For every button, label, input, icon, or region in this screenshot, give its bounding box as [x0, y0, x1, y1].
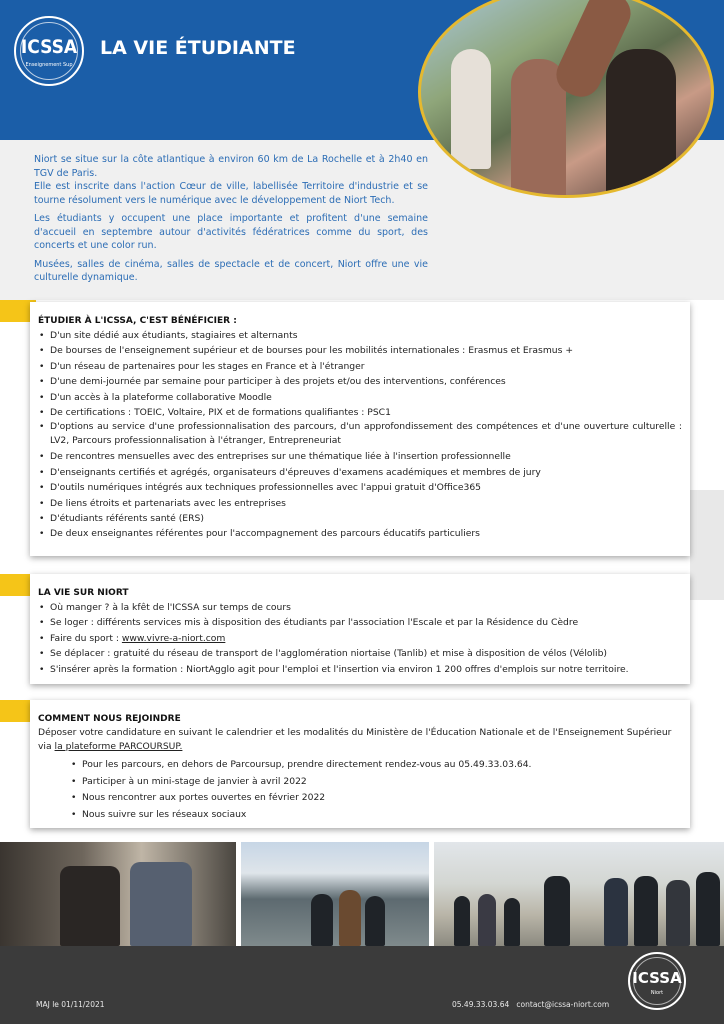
- intro-paragraph: Niort se situe sur la côte atlantique à environ 60 km de La Rochelle et à 2h40 en TGV de Paris.: [34, 154, 428, 179]
- photo-campus-entrance: [241, 842, 429, 946]
- list-item: • Se loger : différents services mis à disposition des étudiants par l'association l'Escale et par la Résidence du Cèdre: [38, 615, 682, 630]
- intro-paragraph: Les étudiants y occupent une place importante et profitent d'une semaine d'accueil en septembre autour d'activités fédératrices comme du sport, des concerts et une color run.: [34, 213, 428, 251]
- footer-logo-subtitle: Niort: [650, 990, 664, 996]
- intro-text: [34, 153, 428, 290]
- intro-paragraph: Musées, salles de cinéma, salles de spectacle et de concert, Niort offre une vie culturelle dynamique.: [34, 258, 428, 283]
- join-list: [38, 757, 682, 823]
- photo-strip: [0, 842, 724, 946]
- contact-email[interactable]: contact@icssa-niort.com: [516, 1000, 610, 1009]
- icssa-logo: [14, 16, 84, 86]
- list-item: • D'un site dédié aux étudiants, stagiaires et alternants: [38, 328, 682, 343]
- list-item: • D'outils numériques intégrés aux techniques professionnelles avec l'appui gratuit d'Office365: [38, 480, 682, 495]
- list-item: • De certifications : TOEIC, Voltaire, PIX et de formations qualifiantes : PSC1: [38, 405, 682, 420]
- list-item: • S'insérer après la formation : NiortAgglo agit pour l'emploi et l'insertion via environ 1 200 offres d'emplois sur notre territoire.: [38, 662, 682, 677]
- side-gray-band: [690, 490, 724, 600]
- list-item: • Nous suivre sur les réseaux sociaux: [70, 807, 682, 824]
- sport-label: Faire du sport :: [50, 632, 122, 644]
- list-item: • D'un accès à la plateforme collaborative Moodle: [38, 390, 682, 405]
- section-title: ÉTUDIER À L'ICSSA, C'EST BÉNÉFICIER :: [38, 316, 237, 326]
- list-item: • De rencontres mensuelles avec des entreprises sur une thématique liée à l'insertion professionnelle: [38, 449, 682, 464]
- list-item: • De deux enseignantes référentes pour l'accompagnement des parcours éducatifs particuliers: [38, 526, 682, 541]
- footer-logo-text: ICSSA: [632, 969, 682, 987]
- page-title: LA VIE ÉTUDIANTE: [100, 37, 296, 59]
- list-item: • Pour les parcours, en dehors de Parcoursup, prendre directement rendez-vous au 05.49.33.03.64.: [70, 757, 682, 774]
- list-item: • Où manger ? à la kfêt de l'ICSSA sur temps de cours: [38, 600, 682, 615]
- last-updated: MAJ le 01/11/2021: [36, 1000, 105, 1009]
- footer: [0, 946, 724, 1024]
- list-item: • D'un réseau de partenaires pour les stages en France et à l'étranger: [38, 359, 682, 374]
- join-text-body: Déposer votre candidature en suivant le calendrier et les modalités du Ministère de l'Éducation Nationale et de l'Enseignement Supérieur via: [38, 727, 672, 752]
- list-item: [38, 631, 682, 646]
- parcoursup-link[interactable]: la plateforme PARCOURSUP.: [54, 741, 183, 752]
- phone-number: 05.49.33.03.64: [452, 1000, 510, 1009]
- logo-subtitle: Enseignement Sup: [25, 62, 73, 68]
- benefits-list: [38, 328, 682, 542]
- list-item: • D'une demi-journée par semaine pour participer à des projets et/ou des interventions, conférences: [38, 374, 682, 389]
- icssa-niort-logo: [628, 952, 686, 1010]
- list-item: • D'étudiants référents santé (ERS): [38, 511, 682, 526]
- join-text: [38, 726, 682, 754]
- photo-students-laptop: [0, 842, 236, 946]
- contact-info: [452, 1000, 609, 1009]
- photo-students-outdoor: [434, 842, 724, 946]
- sport-link[interactable]: www.vivre-a-niort.com: [121, 632, 226, 644]
- list-item: • Nous rencontrer aux portes ouvertes en février 2022: [70, 790, 682, 807]
- list-item: • Se déplacer : gratuité du réseau de transport de l'agglomération niortaise (Tanlib) et mise à disposition de vélos (Vélolib): [38, 646, 682, 661]
- hero-photo-students: [418, 0, 714, 198]
- list-item: • D'options au service d'une professionnalisation des parcours, d'un approfondissement des compétences et d'une ouverture culturelle : LV2, Parcours professionnalisation à l'étranger, Entrepreneuriat: [38, 420, 682, 448]
- list-item: • D'enseignants certifiés et agrégés, organisateurs d'épreuves d'examens académiques et membres de jury: [38, 465, 682, 480]
- logo-text: ICSSA: [20, 36, 78, 58]
- intro-paragraph: Elle est inscrite dans l'action Cœur de ville, labellisée Territoire d'industrie et se tourne résolument vers le numérique avec le développement de Niort Tech.: [34, 181, 428, 206]
- join-us-card: [30, 700, 690, 828]
- section-title: COMMENT NOUS REJOINDRE: [38, 714, 181, 724]
- niort-life-list: [38, 600, 682, 677]
- section-title: LA VIE SUR NIORT: [38, 588, 129, 598]
- list-item: • De bourses de l'enseignement supérieur et de bourses pour les mobilités internationales : Erasmus et Erasmus +: [38, 343, 682, 358]
- niort-life-card: [30, 574, 690, 684]
- benefits-card: [30, 302, 690, 556]
- list-item: • De liens étroits et partenariats avec les entreprises: [38, 496, 682, 511]
- list-item: • Participer à un mini-stage de janvier à avril 2022: [70, 774, 682, 791]
